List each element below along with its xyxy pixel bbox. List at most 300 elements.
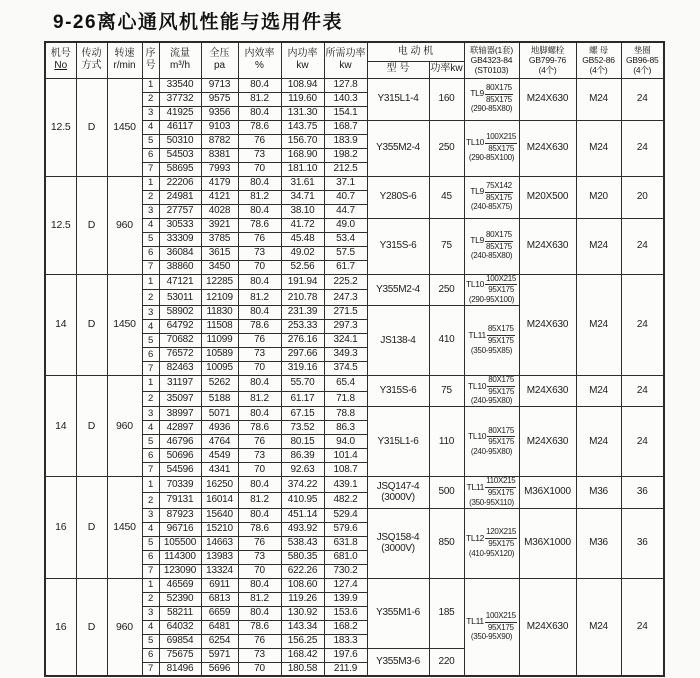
cell-flow: 58211 — [159, 606, 201, 620]
cell-required-power: 198.2 — [324, 148, 367, 162]
motor-model-cell — [367, 508, 429, 578]
cell-flow: 123090 — [159, 564, 201, 578]
header-drive-line1: 传动 — [81, 47, 102, 59]
cell-pressure: 4121 — [201, 190, 238, 204]
coupling-size-fraction — [485, 84, 513, 105]
cell-efficiency: 80.4 — [238, 106, 281, 120]
header-internal-power — [281, 42, 324, 78]
cell-flow: 35097 — [159, 391, 201, 407]
coupling-size-fraction — [485, 275, 517, 296]
header-seq — [142, 42, 159, 78]
motor-power-cell: 75 — [429, 375, 464, 406]
coupling-cell — [464, 477, 519, 508]
cell-seq: 2 — [142, 492, 159, 508]
cell-seq: 7 — [142, 463, 159, 477]
cell-efficiency: 73 — [238, 347, 281, 361]
motor-model: Y280S-6 — [379, 191, 417, 203]
cell-seq: 4 — [142, 421, 159, 435]
cell-internal-power: 210.78 — [281, 290, 324, 306]
cell-pressure: 3921 — [201, 218, 238, 232]
washer-cell: 24 — [621, 375, 664, 406]
cell-internal-power: 92.63 — [281, 463, 324, 477]
cell-flow: 82463 — [159, 361, 201, 375]
cell-flow: 47121 — [159, 274, 201, 290]
cell-flow: 50696 — [159, 449, 201, 463]
motor-power-cell: 500 — [429, 477, 464, 508]
cell-required-power: 297.3 — [324, 319, 367, 333]
coupling-type: TL11 — [466, 481, 485, 492]
machine-no-cell: 16 — [45, 477, 76, 578]
motor-model-cell — [367, 578, 429, 648]
cell-seq: 6 — [142, 648, 159, 662]
header-required-power-line1: 所需功率 — [325, 47, 366, 59]
cell-pressure: 12285 — [201, 274, 238, 290]
cell-seq: 4 — [142, 319, 159, 333]
coupling-spec — [465, 84, 519, 105]
header-seq-line2: 号 — [145, 60, 156, 72]
coupling-type: TL11 — [466, 616, 484, 627]
cell-internal-power: 180.58 — [281, 662, 324, 676]
washer-cell: 36 — [621, 508, 664, 578]
header-machine-no-line1: 机号 — [50, 47, 71, 59]
header-machine-no-line2: No — [54, 60, 68, 72]
cell-flow: 31197 — [159, 375, 201, 391]
cell-efficiency: 78.6 — [238, 421, 281, 435]
header-washer-line1: 垫圈 — [633, 44, 651, 55]
motor-model-cell — [367, 305, 429, 375]
coupling-note: (240-85X80) — [470, 251, 513, 261]
cell-flow: 54503 — [159, 148, 201, 162]
header-washer-line2: GB96-85 — [625, 55, 659, 66]
coupling-type: TL10 — [468, 380, 487, 391]
cell-required-power: 101.4 — [324, 449, 367, 463]
header-machine-no — [45, 42, 76, 78]
washer-cell: 24 — [621, 578, 664, 676]
washer-cell: 20 — [621, 176, 664, 218]
cell-flow: 24981 — [159, 190, 201, 204]
cell-flow: 75675 — [159, 648, 201, 662]
drive-mode-cell: D — [76, 274, 107, 375]
cell-pressure: 10589 — [201, 347, 238, 361]
cell-efficiency: 78.6 — [238, 522, 281, 536]
cell-pressure: 6911 — [201, 578, 238, 592]
cell-pressure: 5071 — [201, 407, 238, 421]
cell-flow: 41925 — [159, 106, 201, 120]
coupling-cell — [464, 120, 519, 176]
table-header — [45, 42, 664, 78]
coupling-cell — [464, 578, 519, 676]
cell-efficiency: 80.4 — [238, 508, 281, 522]
cell-required-power: 57.5 — [324, 246, 367, 260]
coupling-type: TL10 — [468, 431, 487, 442]
cell-pressure: 6254 — [201, 634, 238, 648]
cell-efficiency: 80.4 — [238, 477, 281, 493]
header-coupling-line3: (ST0103) — [474, 65, 509, 76]
cell-required-power: 49.0 — [324, 218, 367, 232]
header-nut-line1: 螺 母 — [589, 44, 608, 55]
motor-voltage: (3000V) — [381, 543, 415, 555]
cell-internal-power: 41.72 — [281, 218, 324, 232]
cell-required-power: 168.7 — [324, 120, 367, 134]
cell-flow: 58695 — [159, 162, 201, 176]
cell-required-power: 86.3 — [324, 421, 367, 435]
coupling-note: (290-85X100) — [468, 153, 515, 163]
motor-power-cell: 75 — [429, 218, 464, 274]
coupling-size-top: 120X215 — [485, 528, 517, 539]
cell-flow: 36084 — [159, 246, 201, 260]
cell-seq: 7 — [142, 162, 159, 176]
cell-flow: 76572 — [159, 347, 201, 361]
anchor-bolt-cell: M24X630 — [519, 78, 576, 120]
cell-seq: 3 — [142, 606, 159, 620]
machine-no-cell: 16 — [45, 578, 76, 676]
coupling-type: TL11 — [468, 329, 486, 340]
washer-cell: 36 — [621, 477, 664, 508]
coupling-size-top: 100X215 — [485, 133, 517, 144]
coupling-size-top: 75X142 — [485, 182, 513, 193]
anchor-bolt-cell: M20X500 — [519, 176, 576, 218]
header-pressure — [201, 42, 238, 78]
table-row — [45, 78, 664, 92]
coupling-size-fraction — [485, 477, 516, 498]
cell-efficiency: 80.4 — [238, 274, 281, 290]
cell-required-power: 183.9 — [324, 134, 367, 148]
header-efficiency-line1: 内效率 — [244, 47, 275, 59]
cell-flow: 105500 — [159, 536, 201, 550]
cell-efficiency: 80.4 — [238, 375, 281, 391]
cell-required-power: 225.2 — [324, 274, 367, 290]
coupling-size-fraction — [485, 612, 517, 633]
header-flow-line1: 流量 — [170, 47, 190, 59]
cell-internal-power: 451.14 — [281, 508, 324, 522]
cell-pressure: 10095 — [201, 361, 238, 375]
coupling-type: TL10 — [465, 137, 485, 148]
cell-seq: 6 — [142, 148, 159, 162]
header-flow-line2: m³/h — [170, 60, 190, 72]
coupling-spec — [465, 528, 519, 549]
cell-efficiency: 70 — [238, 463, 281, 477]
coupling-note: (290-85X80) — [470, 104, 513, 114]
motor-model-cell — [367, 274, 429, 305]
speed-cell: 960 — [107, 375, 142, 476]
motor-model-cell — [367, 176, 429, 218]
motor-voltage: (3000V) — [381, 492, 415, 504]
cell-pressure: 4179 — [201, 176, 238, 190]
header-speed — [107, 42, 142, 78]
cell-efficiency: 76 — [238, 134, 281, 148]
cell-flow: 52390 — [159, 592, 201, 606]
coupling-note: (240-85X75) — [470, 202, 513, 212]
coupling-size-bottom: 85X175 — [488, 143, 514, 153]
cell-flow: 96716 — [159, 522, 201, 536]
coupling-cell — [464, 176, 519, 218]
coupling-size-bottom: 85X175 — [485, 241, 512, 251]
cell-efficiency: 81.2 — [238, 492, 281, 508]
coupling-size-fraction — [485, 528, 517, 549]
header-speed-line2: r/min — [113, 60, 136, 72]
coupling-size-fraction — [485, 231, 513, 252]
motor-power-cell: 110 — [429, 407, 464, 477]
cell-seq: 6 — [142, 347, 159, 361]
nut-cell: M24 — [576, 218, 621, 274]
motor-power-cell: 250 — [429, 274, 464, 305]
cell-seq: 2 — [142, 92, 159, 106]
cell-seq: 3 — [142, 508, 159, 522]
header-nut-line2: GB52-86 — [582, 55, 615, 66]
motor-model: JSQ147-4 — [376, 480, 420, 492]
cell-pressure: 11508 — [201, 319, 238, 333]
drive-mode-cell: D — [76, 477, 107, 578]
coupling-note: (290-95X100) — [468, 295, 515, 305]
motor-model-cell — [367, 477, 429, 508]
cell-pressure: 6659 — [201, 606, 238, 620]
cell-seq: 5 — [142, 232, 159, 246]
coupling-cell — [464, 407, 519, 477]
cell-efficiency: 73 — [238, 449, 281, 463]
cell-internal-power: 319.16 — [281, 361, 324, 375]
header-coupling — [464, 42, 519, 78]
coupling-cell — [464, 508, 519, 578]
motor-model-cell — [367, 407, 429, 477]
cell-internal-power: 168.90 — [281, 148, 324, 162]
cell-internal-power: 49.02 — [281, 246, 324, 260]
cell-pressure: 11830 — [201, 305, 238, 319]
header-washer-line3: (4个) — [633, 65, 652, 76]
header-drive-line2: 方式 — [81, 60, 102, 72]
cell-internal-power: 31.61 — [281, 176, 324, 190]
coupling-size-top: 100X215 — [485, 275, 517, 286]
cell-seq: 5 — [142, 134, 159, 148]
cell-required-power: 168.2 — [324, 620, 367, 634]
coupling-size-fraction — [485, 133, 517, 154]
cell-seq: 5 — [142, 333, 159, 347]
header-efficiency-line2: % — [255, 60, 264, 72]
coupling-spec — [465, 612, 519, 633]
speed-cell: 1450 — [107, 78, 142, 176]
cell-internal-power: 80.15 — [281, 435, 324, 449]
cell-flow: 70339 — [159, 477, 201, 493]
coupling-size-top: 80X175 — [487, 427, 515, 438]
nut-cell: M24 — [576, 578, 621, 676]
cell-efficiency: 70 — [238, 162, 281, 176]
coupling-spec — [465, 325, 519, 346]
cell-pressure: 16250 — [201, 477, 238, 493]
header-anchor-bolt-line3: (4个) — [538, 65, 557, 76]
cell-required-power: 140.3 — [324, 92, 367, 106]
cell-flow: 42897 — [159, 421, 201, 435]
cell-seq: 1 — [142, 375, 159, 391]
cell-efficiency: 81.2 — [238, 92, 281, 106]
table-row — [45, 578, 664, 592]
cell-pressure: 4028 — [201, 204, 238, 218]
cell-flow: 33309 — [159, 232, 201, 246]
cell-flow: 64792 — [159, 319, 201, 333]
cell-pressure: 5262 — [201, 375, 238, 391]
cell-efficiency: 78.6 — [238, 218, 281, 232]
cell-seq: 7 — [142, 564, 159, 578]
coupling-note: (350-95X85) — [470, 345, 513, 355]
cell-required-power: 212.5 — [324, 162, 367, 176]
header-anchor-bolt-line1: 地脚螺栓 — [530, 44, 565, 55]
cell-required-power: 40.7 — [324, 190, 367, 204]
cell-pressure: 9103 — [201, 120, 238, 134]
cell-flow: 58902 — [159, 305, 201, 319]
cell-internal-power: 52.56 — [281, 260, 324, 274]
header-nut — [576, 42, 621, 78]
motor-model: Y315L1-4 — [377, 93, 419, 105]
cell-required-power: 37.1 — [324, 176, 367, 190]
cell-pressure: 5971 — [201, 648, 238, 662]
cell-seq: 6 — [142, 246, 159, 260]
cell-flow: 87923 — [159, 508, 201, 522]
cell-internal-power: 86.39 — [281, 449, 324, 463]
cell-internal-power: 143.75 — [281, 120, 324, 134]
motor-model: Y315S-6 — [379, 385, 417, 397]
motor-model-cell — [367, 78, 429, 120]
cell-internal-power: 231.39 — [281, 305, 324, 319]
cell-flow: 50310 — [159, 134, 201, 148]
cell-required-power: 730.2 — [324, 564, 367, 578]
motor-model: Y355M2-4 — [376, 142, 420, 154]
cell-pressure: 4549 — [201, 449, 238, 463]
cell-internal-power: 67.15 — [281, 407, 324, 421]
cell-internal-power: 276.16 — [281, 333, 324, 347]
cell-efficiency: 70 — [238, 361, 281, 375]
cell-pressure: 4764 — [201, 435, 238, 449]
cell-required-power: 439.1 — [324, 477, 367, 493]
header-anchor-bolt-line2: GB799-76 — [528, 55, 567, 66]
coupling-type: TL9 — [470, 88, 484, 99]
cell-required-power: 631.8 — [324, 536, 367, 550]
header-washer — [621, 42, 664, 78]
drive-mode-cell: D — [76, 578, 107, 676]
cell-efficiency: 80.4 — [238, 204, 281, 218]
coupling-size-bottom: 95X175 — [487, 622, 514, 632]
anchor-bolt-cell: M24X630 — [519, 407, 576, 477]
cell-seq: 6 — [142, 449, 159, 463]
cell-flow: 46796 — [159, 435, 201, 449]
cell-efficiency: 73 — [238, 648, 281, 662]
coupling-cell — [464, 305, 519, 375]
cell-required-power: 127.4 — [324, 578, 367, 592]
cell-flow: 53011 — [159, 290, 201, 306]
anchor-bolt-cell: M24X630 — [519, 218, 576, 274]
cell-required-power: 271.5 — [324, 305, 367, 319]
cell-seq: 6 — [142, 550, 159, 564]
coupling-size-bottom: 95X175 — [487, 488, 514, 498]
cell-required-power: 71.8 — [324, 391, 367, 407]
cell-required-power: 324.1 — [324, 333, 367, 347]
motor-model-cell — [367, 120, 429, 176]
cell-efficiency: 76 — [238, 435, 281, 449]
cell-pressure: 9356 — [201, 106, 238, 120]
motor-model-cell — [367, 648, 429, 676]
cell-seq: 5 — [142, 536, 159, 550]
cell-internal-power: 622.26 — [281, 564, 324, 578]
motor-model: JS138-4 — [380, 334, 416, 346]
header-motor: 电 动 机 — [367, 42, 464, 61]
cell-seq: 5 — [142, 435, 159, 449]
cell-seq: 4 — [142, 120, 159, 134]
cell-efficiency: 80.4 — [238, 305, 281, 319]
cell-internal-power: 493.92 — [281, 522, 324, 536]
cell-pressure: 3615 — [201, 246, 238, 260]
nut-cell: M36 — [576, 508, 621, 578]
coupling-note: (240-95X80) — [470, 396, 513, 406]
speed-cell: 1450 — [107, 274, 142, 375]
motor-model: JSQ158-4 — [376, 531, 420, 543]
cell-required-power: 61.7 — [324, 260, 367, 274]
coupling-size-fraction — [487, 325, 515, 346]
motor-model: Y355M2-4 — [376, 283, 420, 295]
cell-seq: 3 — [142, 305, 159, 319]
cell-flow: 30533 — [159, 218, 201, 232]
coupling-size-top: 100X215 — [485, 612, 517, 623]
header-drive-mode — [76, 42, 107, 78]
coupling-note: (240-95X80) — [470, 447, 513, 457]
coupling-cell — [464, 375, 519, 406]
coupling-cell — [464, 218, 519, 274]
cell-internal-power: 168.42 — [281, 648, 324, 662]
cell-seq: 1 — [142, 578, 159, 592]
cell-flow: 54596 — [159, 463, 201, 477]
coupling-size-bottom: 95X175 — [488, 437, 514, 447]
header-required-power-line2: kw — [339, 60, 352, 72]
header-required-power — [324, 42, 367, 78]
speed-cell: 1450 — [107, 477, 142, 578]
washer-cell: 24 — [621, 120, 664, 176]
motor-power-cell: 185 — [429, 578, 464, 648]
cell-seq: 3 — [142, 204, 159, 218]
cell-seq: 3 — [142, 106, 159, 120]
nut-cell: M24 — [576, 78, 621, 120]
cell-pressure: 9713 — [201, 78, 238, 92]
cell-seq: 3 — [142, 407, 159, 421]
header-internal-power-line2: kw — [296, 60, 309, 72]
cell-efficiency: 80.4 — [238, 578, 281, 592]
cell-efficiency: 73 — [238, 148, 281, 162]
coupling-type: TL9 — [470, 186, 484, 197]
motor-power-cell: 850 — [429, 508, 464, 578]
cell-efficiency: 78.6 — [238, 620, 281, 634]
coupling-cell — [464, 274, 519, 305]
coupling-spec — [465, 231, 519, 252]
cell-internal-power: 143.34 — [281, 620, 324, 634]
cell-pressure: 16014 — [201, 492, 238, 508]
cell-efficiency: 78.6 — [238, 120, 281, 134]
cell-flow: 64032 — [159, 620, 201, 634]
cell-efficiency: 81.2 — [238, 190, 281, 204]
cell-internal-power: 191.94 — [281, 274, 324, 290]
header-speed-line1: 转速 — [114, 47, 135, 59]
cell-required-power: 44.7 — [324, 204, 367, 218]
cell-seq: 1 — [142, 477, 159, 493]
cell-required-power: 211.9 — [324, 662, 367, 676]
coupling-size-bottom: 85X175 — [485, 94, 512, 104]
anchor-bolt-cell: M36X1000 — [519, 508, 576, 578]
coupling-size-top: 110X215 — [485, 477, 516, 488]
cell-pressure: 4936 — [201, 421, 238, 435]
cell-seq: 1 — [142, 274, 159, 290]
header-seq-line1: 序 — [145, 47, 156, 59]
cell-pressure: 14663 — [201, 536, 238, 550]
cell-flow: 38997 — [159, 407, 201, 421]
table-row — [45, 176, 664, 190]
table-row — [45, 375, 664, 391]
cell-internal-power: 156.25 — [281, 634, 324, 648]
cell-efficiency: 81.2 — [238, 391, 281, 407]
machine-no-cell: 14 — [45, 274, 76, 375]
